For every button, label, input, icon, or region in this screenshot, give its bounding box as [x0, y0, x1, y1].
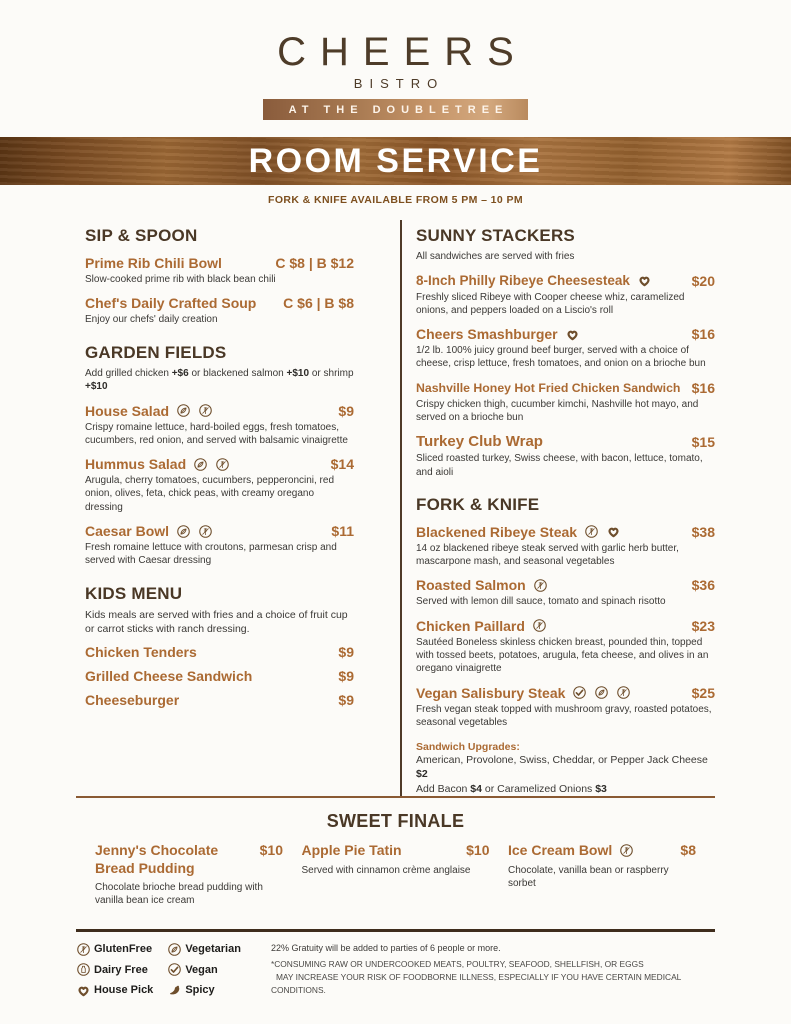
item-price: $20	[691, 272, 715, 289]
brand-header	[0, 0, 791, 120]
item-price: $14	[330, 456, 354, 473]
item-name: Jenny's Chocolate Bread Pudding	[95, 842, 219, 876]
item-desc: Fresh romaine lettuce with croutons, parmesan crisp and served with Caesar dressing	[85, 542, 337, 567]
legend-spicy	[167, 982, 241, 997]
item-price: C $6 | B $8	[283, 295, 354, 312]
item-name: Apple Pie Tatin	[301, 842, 402, 858]
upgrades-text: or Caramelized Onions	[481, 782, 596, 795]
note-price: +$10	[286, 367, 310, 379]
upgrades-text: American, Provolone, Swiss, Cheddar, or Pepper Jack Cheese	[416, 754, 708, 767]
item-desc: Arugula, cherry tomatoes, cucumbers, pepperoncini, red onion, olives, feta, chick peas, with creamy oregano dressing	[85, 475, 335, 513]
gluten-free-icon	[215, 457, 230, 472]
menu-columns	[0, 220, 791, 796]
item-name: Prime Rib Chili Bowl	[85, 255, 222, 271]
menu-item-turkey-club-wrap	[416, 433, 715, 479]
menu-item-prime-rib-chili-bowl	[85, 255, 354, 286]
house-pick-icon	[565, 327, 580, 342]
item-price: $36	[691, 577, 715, 594]
item-name: 8-Inch Philly Ribeye Cheesesteak	[416, 273, 630, 288]
item-name: Roasted Salmon	[416, 577, 526, 594]
item-desc: Served with lemon dill sauce, tomato and spinach risotto	[416, 596, 666, 608]
item-desc: Sautéed Boneless skinless chicken breast, pounded thin, topped with tossed beets, potatoes, arugula, feta cheese, and olives in an oregano vinaigrette	[416, 636, 709, 675]
item-desc: 1/2 lb. 100% juicy ground beef burger, served with a choice of cheese, crisp lettuce, fresh tomatoes, and onion on a brioche bun	[416, 345, 706, 370]
note-price: +$10	[85, 381, 108, 393]
section-title-fork-and-knife: FORK & KNIFE	[416, 494, 540, 514]
item-desc: Served with cinnamon crème anglaise	[301, 864, 471, 876]
gluten-free-icon	[532, 618, 547, 633]
item-name: Turkey Club Wrap	[416, 433, 543, 451]
item-desc: Fresh vegan steak topped with mushroom gravy, roasted potatoes, seasonal vegetables	[416, 703, 712, 728]
item-price: $23	[691, 617, 715, 634]
item-desc: 14 oz blackened ribeye steak served with garlic herb butter, mascarpone mash, and seasonal vegetables	[416, 542, 679, 568]
section-title-kids-menu: KIDS MENU	[85, 583, 183, 603]
footer-notes	[271, 942, 715, 998]
gluten-free-icon	[198, 524, 213, 539]
menu-item-roasted-salmon	[416, 577, 715, 608]
section-divider	[76, 796, 715, 798]
gluten-free-icon	[616, 685, 631, 700]
item-price: $9	[338, 668, 354, 685]
item-name: Blackened Ribeye Steak	[416, 523, 578, 540]
gluten-free-icon	[533, 578, 548, 593]
garden-add-ons-note	[85, 367, 354, 394]
legend-label: Vegan	[185, 963, 218, 976]
vegetarian-icon	[176, 403, 191, 418]
vegan-icon	[167, 962, 182, 977]
item-price: $9	[338, 692, 354, 709]
page-title: ROOM SERVICE	[248, 142, 543, 180]
item-name: Nashville Honey Hot Fried Chicken Sandwich	[416, 380, 681, 395]
menu-item-blackened-ribeye	[416, 524, 715, 569]
note-text: or shrimp	[309, 367, 354, 379]
sandwich-upgrades	[416, 741, 715, 796]
item-desc: Sliced roasted turkey, Swiss cheese, with bacon, lettuce, tomato, and aioli	[416, 453, 703, 478]
legend-vegan	[167, 962, 241, 977]
vegetarian-icon	[176, 524, 191, 539]
upgrades-text: Add Bacon	[416, 782, 471, 795]
section-title-sip-and-spoon: SIP & SPOON	[85, 226, 198, 245]
legend-dairy-free	[76, 962, 153, 977]
menu-item-daily-soup	[85, 295, 354, 326]
upgrades-price: $2	[416, 768, 428, 781]
menu-item-caesar-bowl	[85, 523, 354, 568]
sunny-stackers-note: All sandwiches are served with fries	[416, 251, 575, 262]
item-name: Grilled Cheese Sandwich	[85, 668, 253, 685]
house-pick-icon	[637, 273, 652, 288]
legend-gluten-free	[76, 942, 153, 957]
menu-item-house-salad	[85, 403, 354, 448]
note-text: or blackened salmon	[188, 367, 287, 379]
menu-item-bread-pudding	[95, 842, 283, 908]
item-price: $15	[691, 433, 715, 450]
right-column	[402, 220, 715, 796]
food-safety-disclaimer	[271, 958, 715, 998]
legend-label: Spicy	[185, 984, 215, 997]
item-desc: Slow-cooked prime rib with black bean chili	[85, 274, 276, 285]
desserts-row	[0, 832, 791, 908]
section-title-sweet-finale: SWEET FINALE	[326, 811, 465, 831]
footer	[0, 932, 791, 998]
menu-item-philly-cheesesteak	[416, 273, 715, 318]
disclaimer-line-2: MAY INCREASE YOUR RISK OF FOODBORNE ILLNESS, ESPECIALLY IF YOU HAVE CERTAIN MEDICAL CONDITIONS.	[270, 972, 681, 996]
legend-label: GlutenFree	[94, 943, 153, 956]
legend-house-pick	[76, 982, 153, 997]
menu-item-vegan-salisbury-steak	[416, 685, 715, 730]
item-price: C $8 | B $12	[275, 255, 354, 271]
menu-item-chicken-tenders	[85, 644, 354, 660]
menu-item-apple-pie-tatin	[302, 842, 490, 908]
menu-item-cheers-smashburger	[416, 326, 715, 371]
menu-item-chicken-paillard	[416, 618, 715, 676]
kids-menu-note: Kids meals are served with fries and a choice of fruit cup or carrot sticks with ranch dressing.	[85, 608, 348, 635]
left-column	[76, 220, 402, 796]
upgrades-line-1	[416, 753, 715, 781]
legend-label: Dairy Free	[94, 963, 148, 976]
menu-item-grilled-cheese	[85, 668, 354, 684]
section-title-sunny-stackers: SUNNY STACKERS	[416, 226, 575, 245]
item-price: $9	[338, 402, 354, 419]
note-text: Add grilled chicken	[85, 367, 172, 379]
item-name: Cheers Smashburger	[416, 326, 558, 343]
brand-location-banner: AT THE DOUBLETREE	[263, 99, 529, 120]
availability-tagline: FORK & KNIFE AVAILABLE FROM 5 PM – 10 PM	[268, 194, 523, 206]
brand-name: CHEERS	[277, 30, 528, 74]
spicy-icon	[167, 983, 182, 998]
room-service-band	[0, 137, 791, 185]
menu-item-nashville-chicken-sandwich	[416, 380, 715, 425]
item-price: $16	[691, 379, 715, 396]
item-name: Cheeseburger	[85, 692, 180, 709]
menu-item-ice-cream-bowl	[508, 842, 696, 908]
item-desc: Crispy chicken thigh, cucumber kimchi, Nashville hot mayo, and served on a brioche bun	[416, 398, 699, 423]
house-pick-icon	[606, 524, 621, 539]
item-desc: Crispy romaine lettuce, hard-boiled eggs, fresh tomatoes, cucumbers, red onion, and served with balsamic vinaigrette	[85, 421, 348, 446]
item-name: Caesar Bowl	[85, 523, 170, 540]
brand-subtitle: BISTRO	[353, 76, 445, 91]
item-desc: Chocolate brioche bread pudding with vanilla bean ice cream	[95, 882, 263, 907]
gratuity-note: 22% Gratuity will be added to parties of 6 people or more.	[270, 942, 501, 953]
note-price: +$6	[171, 367, 189, 379]
gluten-free-icon	[76, 942, 91, 957]
legend-label: Vegetarian	[185, 943, 241, 956]
menu-item-hummus-salad	[85, 456, 354, 514]
item-name: Ice Cream Bowl	[508, 842, 613, 858]
gluten-free-icon	[584, 524, 599, 539]
item-price: $10	[466, 842, 490, 858]
dietary-legend	[76, 942, 241, 998]
vegetarian-icon	[193, 457, 208, 472]
item-desc: Chocolate, vanilla bean or raspberry sorbet	[508, 864, 669, 889]
legend-vegetarian	[167, 942, 241, 957]
gluten-free-icon	[619, 843, 634, 858]
item-price: $8	[680, 842, 696, 858]
item-name: Hummus Salad	[85, 456, 187, 473]
legend-label: House Pick	[94, 984, 154, 997]
item-name: House Salad	[85, 402, 170, 419]
item-price: $25	[691, 684, 715, 701]
dairy-free-icon	[76, 962, 91, 977]
menu-item-cheeseburger	[85, 692, 354, 708]
item-price: $9	[338, 644, 354, 661]
item-name: Chef's Daily Crafted Soup	[85, 295, 257, 312]
item-desc: Freshly sliced Ribeye with Cooper cheese whiz, caramelized onions, and peppers loaded on a Liscio's roll	[416, 291, 685, 316]
disclaimer-line-1: *CONSUMING RAW OR UNDERCOOKED MEATS, POULTRY, SEAFOOD, SHELLFISH, OR EGGS	[270, 958, 644, 969]
item-price: $38	[691, 523, 715, 540]
section-title-garden-fields: GARDEN FIELDS	[85, 342, 227, 362]
upgrades-price: $3	[595, 782, 607, 795]
upgrades-line-2	[416, 782, 715, 796]
vegetarian-icon	[167, 942, 182, 957]
item-price: $16	[691, 326, 715, 343]
item-name: Vegan Salisbury Steak	[416, 684, 566, 701]
item-desc: Enjoy our chefs' daily creation	[85, 314, 218, 326]
vegan-icon	[572, 685, 587, 700]
house-pick-icon	[76, 983, 91, 998]
item-name: Chicken Paillard	[416, 617, 525, 634]
item-name: Chicken Tenders	[85, 644, 197, 661]
gluten-free-icon	[198, 403, 213, 418]
item-price: $11	[331, 523, 354, 540]
upgrades-label: Sandwich Upgrades:	[416, 741, 520, 754]
item-price: $10	[259, 842, 283, 858]
vegetarian-icon	[594, 685, 609, 700]
upgrades-price: $4	[470, 782, 482, 795]
